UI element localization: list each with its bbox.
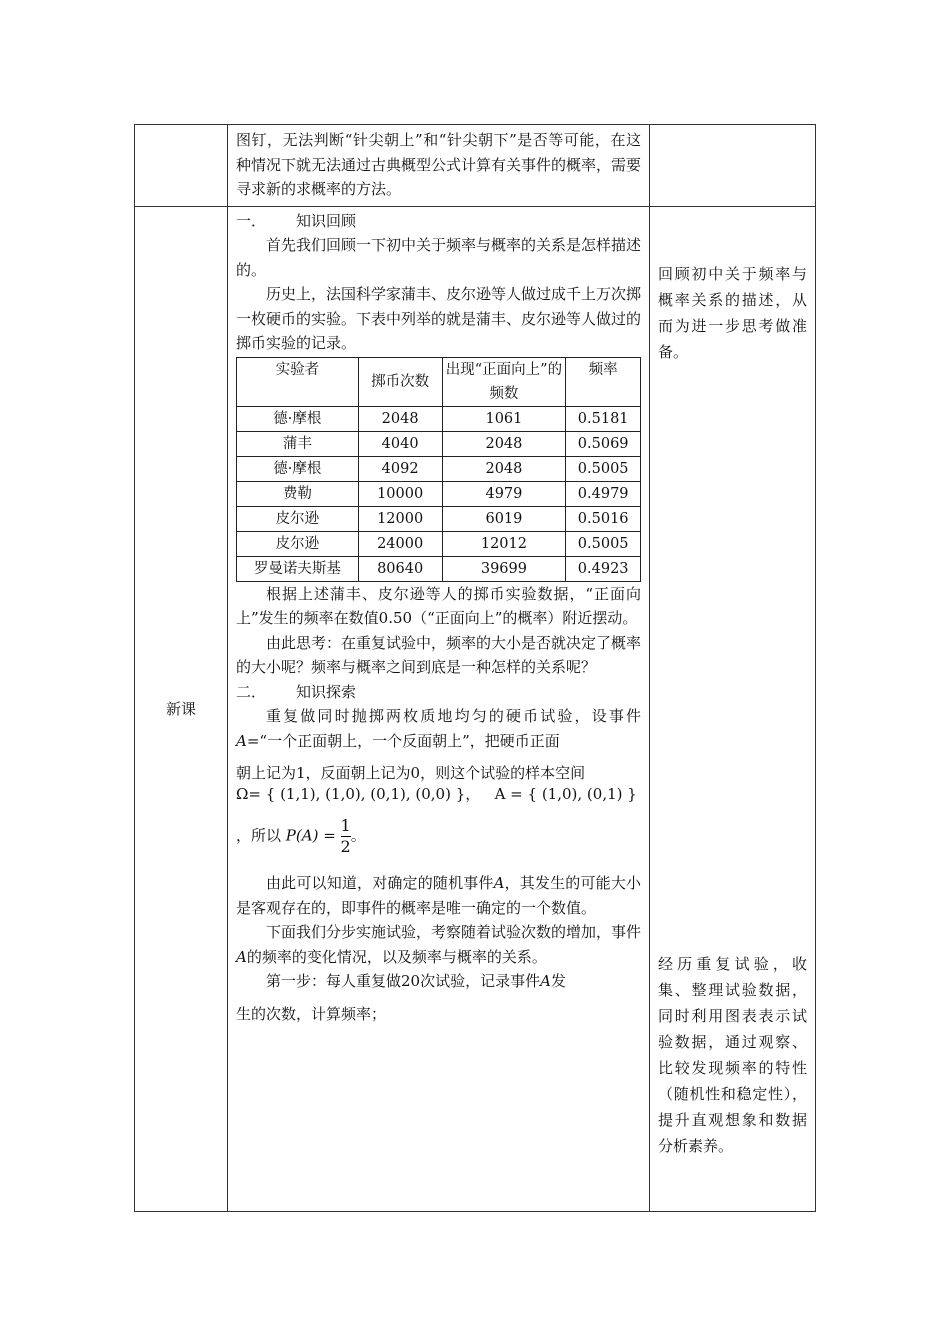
cell: 10000 xyxy=(358,481,442,506)
cell: 12012 xyxy=(442,531,566,556)
cell: 80640 xyxy=(358,556,442,581)
section-label xyxy=(135,206,228,1211)
cell: 2048 xyxy=(358,406,442,431)
table-header-row xyxy=(237,357,641,406)
section-label-text: 新课 xyxy=(165,700,196,718)
content-cell xyxy=(228,125,650,207)
paragraph: 下面我们分步实施试验，考察随着试验次数的增加，事件A的频率的变化情况，以及频率与概率的关系。 xyxy=(236,923,642,966)
cell: 蒲丰 xyxy=(237,431,359,456)
section-heading-2: 二． 知识探索 xyxy=(236,682,357,701)
cell: 罗曼诺夫斯基 xyxy=(237,556,359,581)
cell: 0.5005 xyxy=(566,531,641,556)
cell: 4040 xyxy=(358,431,442,456)
note: 经历重复试验，收集、整理试验数据，同时利用图表表示试验数据，通过观察、比较发现频率的特性（随机性和稳定性），提升直观想象和数据分析素养。 xyxy=(658,954,807,1155)
table-row xyxy=(135,125,816,207)
cell: 0.5069 xyxy=(566,431,641,456)
cell: 德·摩根 xyxy=(237,406,359,431)
cell: 0.5016 xyxy=(566,506,641,531)
paragraph: 第一步：每人重复做20次试验，记录事件A发 xyxy=(266,972,566,990)
paragraph: 历史上，法国科学家蒲丰、皮尔逊等人做过成千上万次掷一枚硬币的实验。下表中列举的就是蒲丰、皮尔逊等人做过的掷币实验的记录。 xyxy=(236,285,642,352)
cell: 0.5005 xyxy=(566,456,641,481)
cell: 1061 xyxy=(442,406,566,431)
notes-cell xyxy=(650,206,816,1211)
column-header: 频率 xyxy=(566,357,641,406)
table-row xyxy=(237,481,641,506)
table-row xyxy=(237,456,641,481)
paragraph: 图钉，无法判断“针尖朝上”和“针尖朝下”是否等可能，在这种情况下就无法通过古典概型公式计算有关事件的概率，需要寻求新的求概率的方法。 xyxy=(236,131,642,198)
table-row xyxy=(237,556,641,581)
column-header: 实验者 xyxy=(237,357,359,406)
paragraph: 首先我们回顾一下初中关于频率与概率的关系是怎样描述的。 xyxy=(236,236,642,279)
paragraph: 生的次数，计算频率； xyxy=(236,1004,387,1023)
table-row xyxy=(237,431,641,456)
cell: 费勒 xyxy=(237,481,359,506)
coin-toss-table xyxy=(236,357,641,582)
column-header: 出现“正面向上”的频数 xyxy=(442,357,566,406)
paragraph: 由此思考：在重复试验中，频率的大小是否就决定了概率的大小呢？频率与概率之间到底是一种怎样的关系呢？ xyxy=(236,633,642,676)
probability-formula: ，所以 P(A) = $\frac{1}{2}$ 。 xyxy=(236,816,366,856)
cell: 皮尔逊 xyxy=(237,506,359,531)
cell: 0.4979 xyxy=(566,481,641,506)
cell: 2048 xyxy=(442,431,566,456)
sample-space-formula: Ω= { (1,1), (1,0), (0,1), (0,0) }， A = { (1,0), (0,1) } xyxy=(236,784,637,803)
cell: 皮尔逊 xyxy=(237,531,359,556)
lesson-table xyxy=(134,124,816,1212)
paragraph: 根据上述蒲丰、皮尔逊等人的掷币实验数据，“正面向上”发生的频率在数值0.50（“正面向上”的概率）附近摆动。 xyxy=(236,584,641,627)
cell: 39699 xyxy=(442,556,566,581)
cell: 12000 xyxy=(358,506,442,531)
cell: 24000 xyxy=(358,531,442,556)
table-row xyxy=(135,206,816,1211)
column-header: 掷币次数 xyxy=(358,357,442,406)
paragraph: 朝上记为1，反面朝上记为0，则这个试验的样本空间 xyxy=(236,764,586,782)
table-row xyxy=(237,506,641,531)
fraction: $\frac{1}{2}$ xyxy=(340,816,351,856)
paragraph: 重复做同时抛掷两枚质地均匀的硬币试验，设事件A=“一个正面朝上，一个反面朝上”，把硬币正面 xyxy=(236,707,641,750)
note: 回顾初中关于频率与概率关系的描述，从而为进一步思考做准备。 xyxy=(658,264,807,361)
table-row xyxy=(237,531,641,556)
table-row xyxy=(237,406,641,431)
notes-cell-empty xyxy=(650,125,816,207)
cell: 4979 xyxy=(442,481,566,506)
section-heading-1: 一． 知识回顾 xyxy=(236,211,357,230)
content-cell xyxy=(228,206,650,1211)
cell: 4092 xyxy=(358,456,442,481)
cell: 德·摩根 xyxy=(237,456,359,481)
cell: 2048 xyxy=(442,456,566,481)
cell: 0.4923 xyxy=(566,556,641,581)
label-cell-empty xyxy=(135,125,228,207)
paragraph: 由此可以知道，对确定的随机事件A，其发生的可能大小是客观存在的，即事件的概率是唯一确定的一个数值。 xyxy=(236,874,641,917)
cell: 6019 xyxy=(442,506,566,531)
cell: 0.5181 xyxy=(566,406,641,431)
